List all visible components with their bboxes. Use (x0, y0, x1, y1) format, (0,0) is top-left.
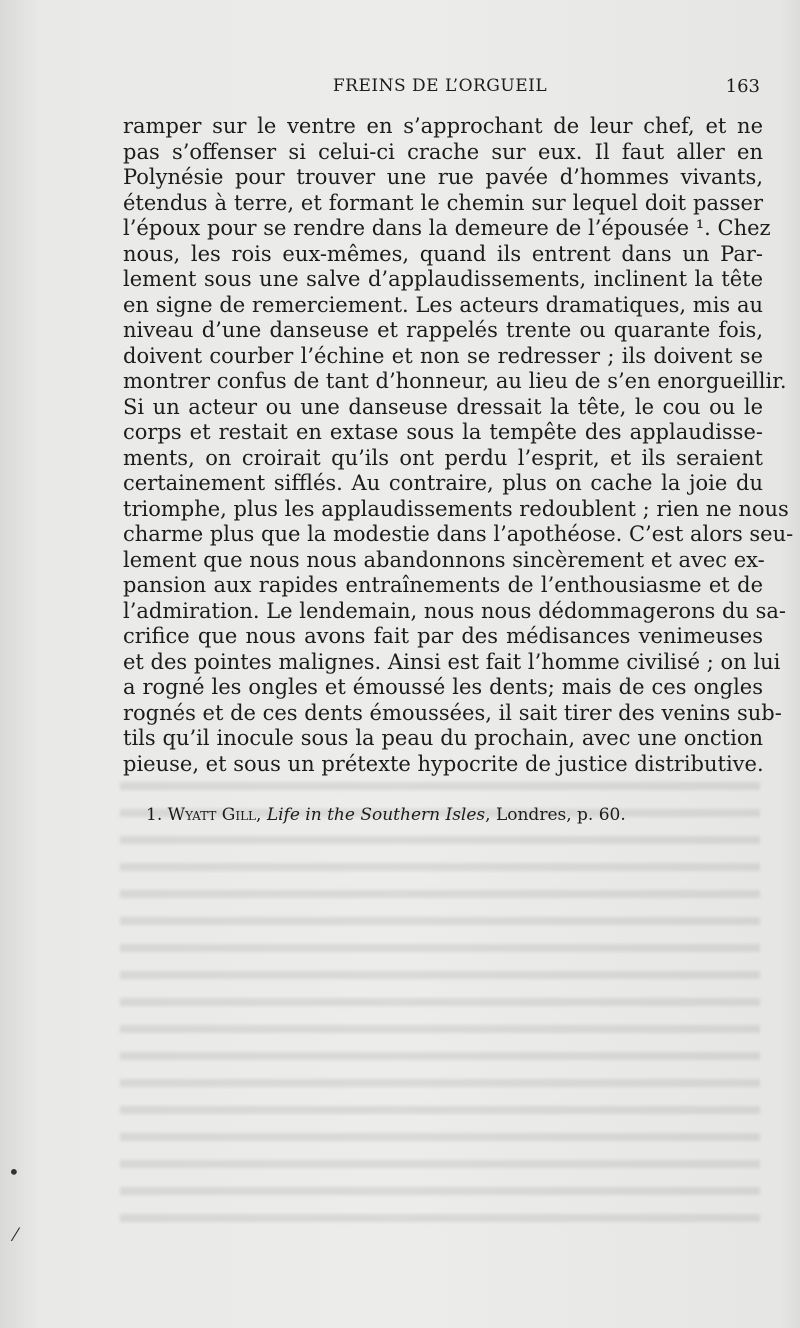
page-number: 163 (725, 76, 760, 97)
text-line: crifice que nous avons fait par des médisances venimeuses (123, 624, 763, 648)
text-line: lement sous une salve d’applaudissements, inclinent la tête (123, 267, 763, 291)
text-line: pieuse, et sous un prétexte hypocrite de justice distributive. (123, 751, 764, 776)
text-line: lement que nous nous abandonnons sincèrement et avec ex- (123, 547, 765, 572)
footnote-author: Wyatt Gill (167, 805, 257, 825)
body-text (123, 114, 794, 777)
text-line: pas s’offenser si celui-ci crache sur eux. Il faut aller en (123, 139, 763, 164)
text-line: montrer confus de tant d’honneur, au lieu de s’en enorgueillir. (123, 369, 787, 393)
text-line: l’admiration. Le lendemain, nous nous dédommagerons du sa- (123, 598, 786, 623)
text-line: ments, on croirait qu’ils ont perdu l’esprit, et ils seraient (123, 445, 763, 470)
text-line: certainement sifflés. Au contraire, plus on cache la joie du (123, 471, 763, 495)
text-line: Si un acteur ou une danseuse dressait la tête, le cou ou le (123, 394, 763, 419)
text-line: Polynésie pour trouver une rue pavée d’hommes vivants, (123, 165, 763, 189)
footnote-work-title: Life in the Southern Isles (266, 805, 486, 825)
footnote-number: 1. (146, 805, 163, 825)
text-line: niveau d’une danseuse et rappelés trente ou quarante fois, (123, 318, 763, 342)
text-line: et des pointes malignes. Ainsi est fait l’homme civilisé ; on lui (123, 649, 781, 674)
text-line: triomphe, plus les applaudissements redoublent ; rien ne nous (123, 496, 789, 521)
text-line: doivent courber l’échine et non se redresser ; ils doivent se (123, 343, 763, 368)
footnote: 1. Wyatt Gill, Life in the Southern Isles, Londres, p. 60. (146, 805, 626, 825)
text-line: étendus à terre, et formant le chemin sur lequel doit passer (123, 190, 763, 215)
running-title: FREINS DE L’ORGUEIL (332, 76, 548, 96)
text-line: ramper sur le ventre en s’approchant de leur chef, et ne (123, 114, 763, 138)
text-line: a rogné les ongles et émoussé les dents; mais de ces ongles (123, 675, 763, 699)
text-line: charme plus que la modestie dans l’apothéose. C’est alors seu- (123, 522, 794, 546)
text-line: nous, les rois eux-mêmes, quand ils entrent dans un Par- (123, 241, 763, 266)
text-line: l’époux pour se rendre dans la demeure de l’épousée ¹. Chez (123, 216, 771, 240)
ink-speck: • (8, 1160, 20, 1184)
text-line: rognés et de ces dents émoussées, il sait tirer des venins sub- (123, 700, 782, 725)
page-header (120, 72, 760, 102)
text-line: tils qu’il inocule sous la peau du prochain, avec une onction (123, 726, 763, 750)
show-through-text (120, 770, 760, 1240)
text-line: corps et restait en extase sous la tempête des applaudisse- (123, 420, 763, 444)
ink-speck: ⁄ (14, 1225, 18, 1246)
footnote-citation: , Londres, p. 60. (485, 805, 626, 825)
text-line: en signe de remerciement. Les acteurs dramatiques, mis au (123, 292, 763, 317)
text-line: pansion aux rapides entraînements de l’enthousiasme et de (123, 573, 763, 597)
